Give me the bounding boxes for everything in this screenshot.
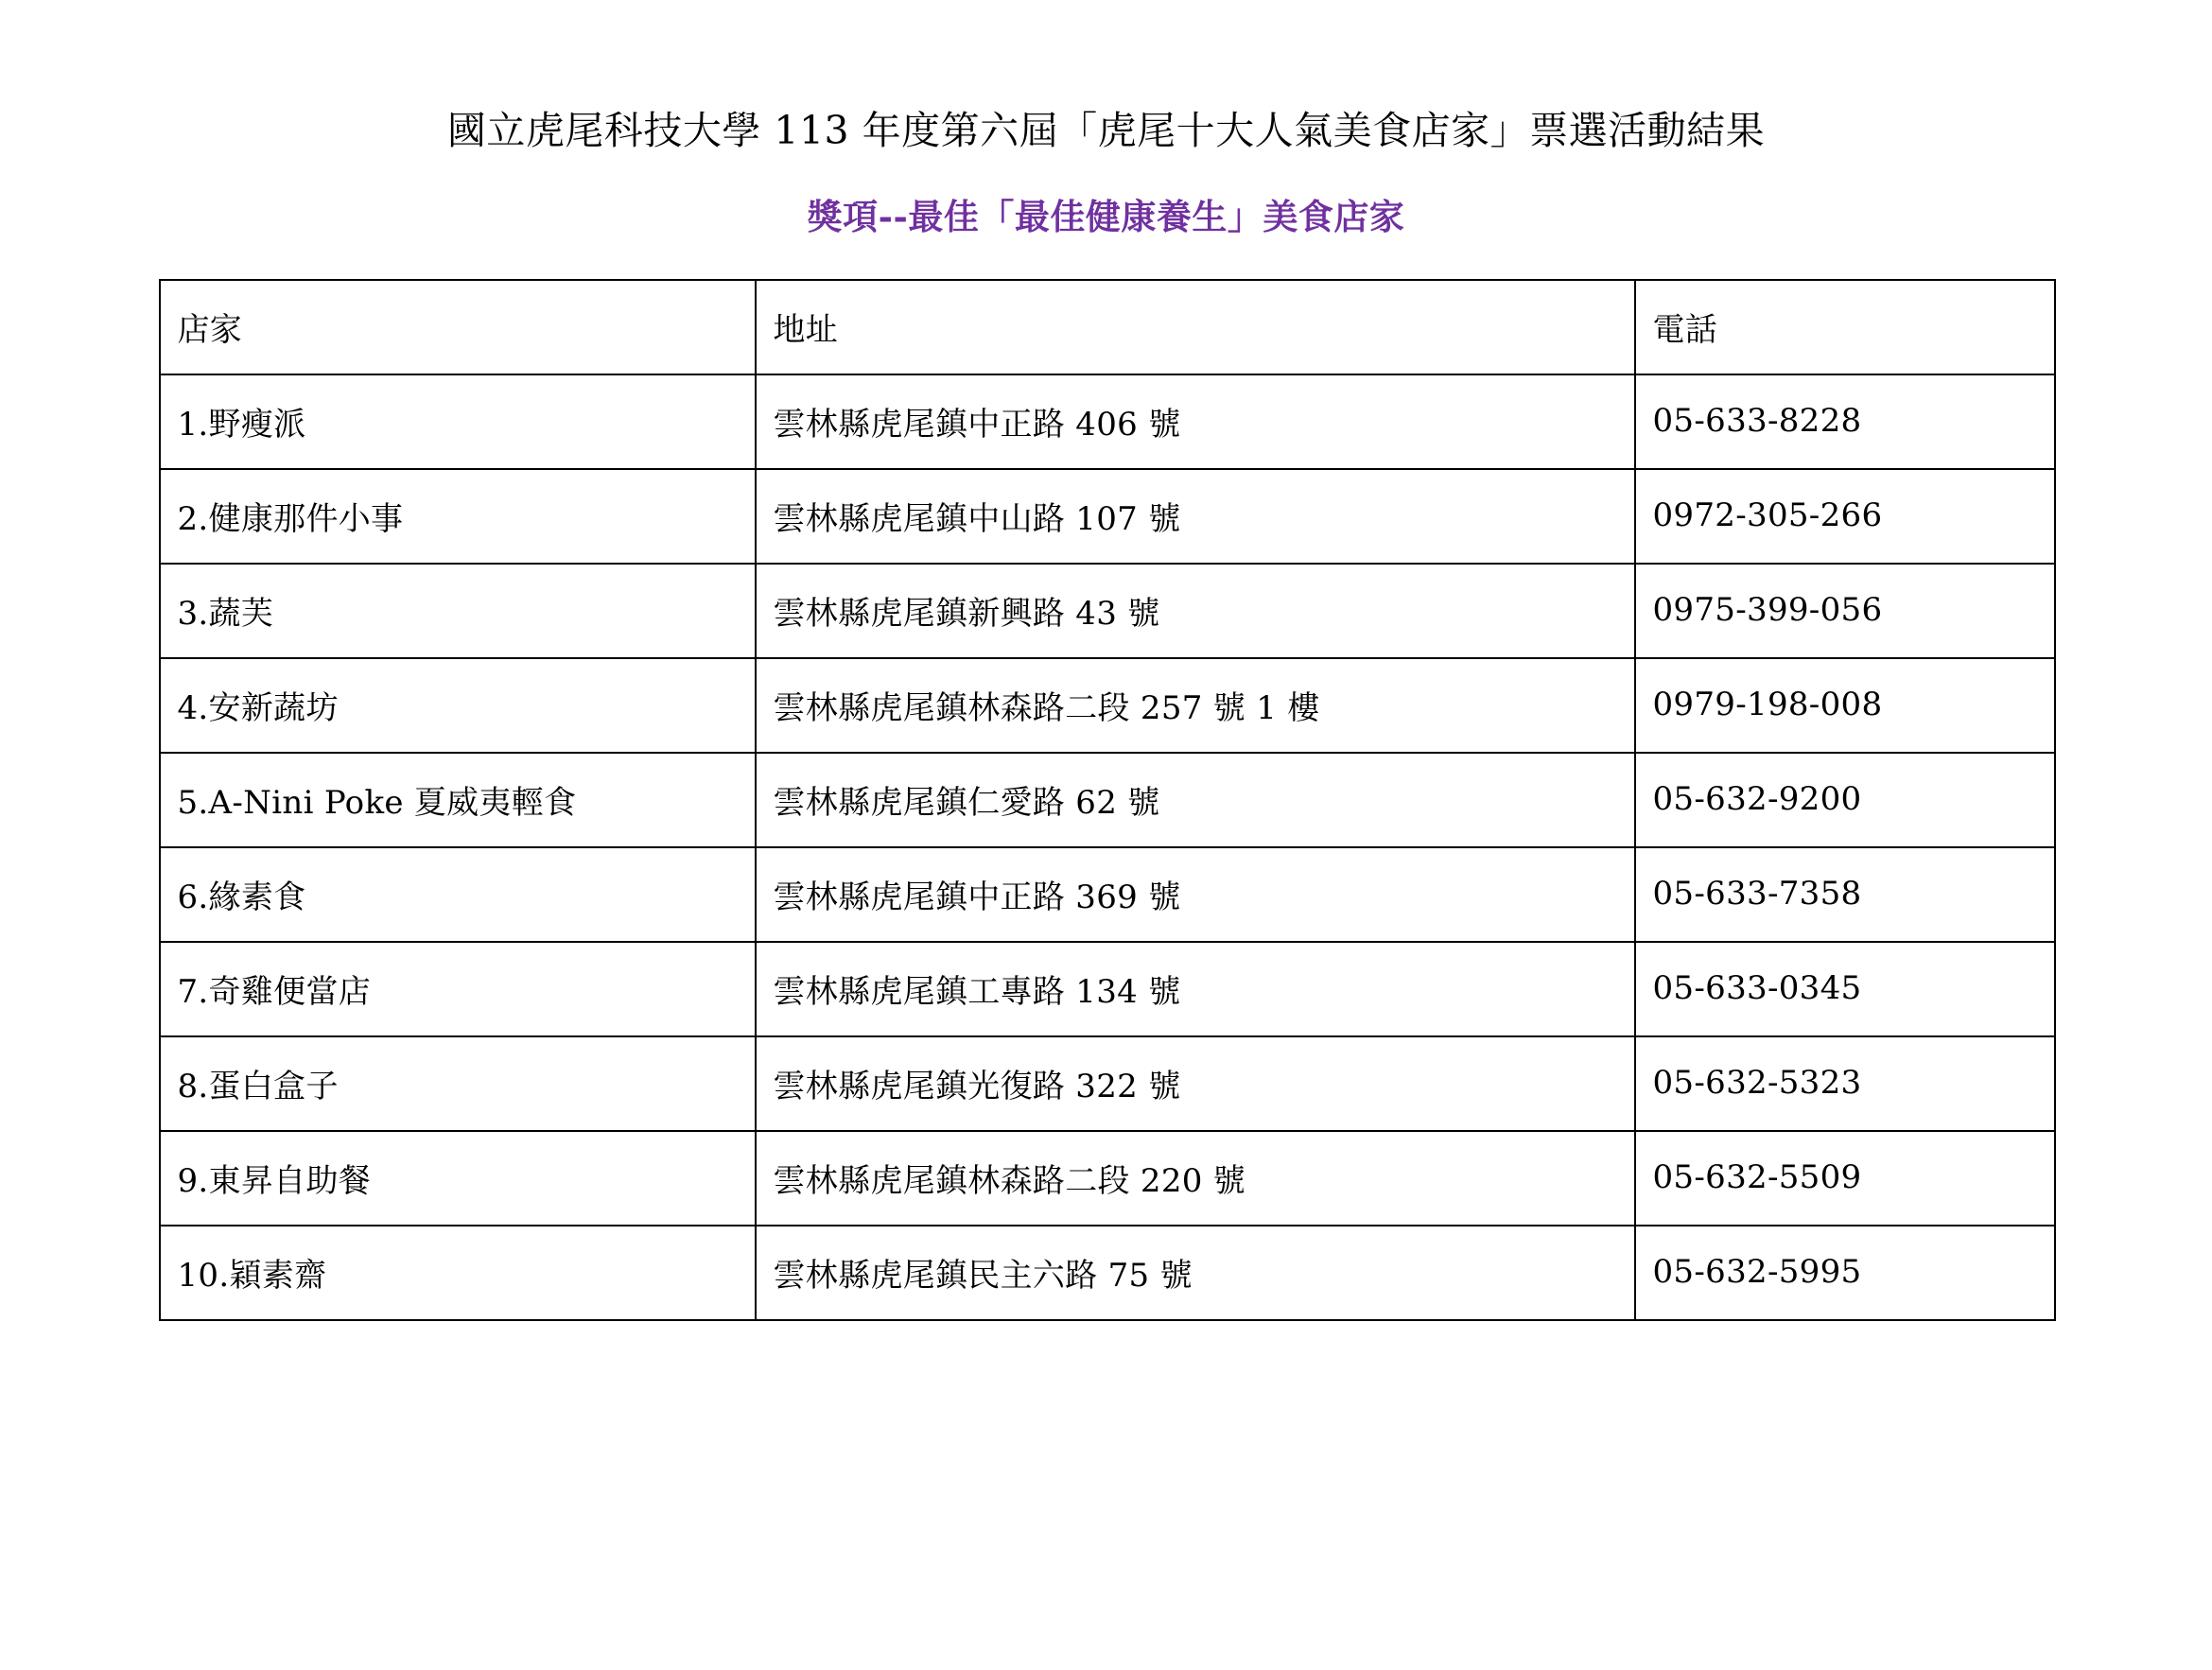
table-row (160, 1131, 2055, 1226)
cell-address: 雲林縣虎尾鎮新興路 43 號 (756, 564, 1635, 658)
results-table-container (159, 279, 2054, 1321)
table-row (160, 753, 2055, 847)
table-row (160, 1226, 2055, 1320)
cell-address: 雲林縣虎尾鎮林森路二段 220 號 (756, 1131, 1635, 1226)
cell-phone: 0972-305-266 (1635, 469, 2055, 564)
table-header-row (160, 280, 2055, 374)
cell-phone: 05-633-7358 (1635, 847, 2055, 942)
table-row (160, 847, 2055, 942)
column-header-address: 地址 (756, 280, 1635, 374)
cell-shop: 3.蔬芙 (160, 564, 756, 658)
results-table-body (160, 280, 2055, 1320)
cell-shop: 2.健康那件小事 (160, 469, 756, 564)
cell-shop: 6.緣素食 (160, 847, 756, 942)
cell-phone: 05-633-0345 (1635, 942, 2055, 1036)
table-row (160, 469, 2055, 564)
cell-shop: 10.穎素齋 (160, 1226, 756, 1320)
cell-address: 雲林縣虎尾鎮工專路 134 號 (756, 942, 1635, 1036)
cell-shop: 1.野瘦派 (160, 374, 756, 469)
table-row (160, 374, 2055, 469)
table-row (160, 564, 2055, 658)
results-table (159, 279, 2056, 1321)
cell-address: 雲林縣虎尾鎮仁愛路 62 號 (756, 753, 1635, 847)
cell-shop: 5.A-Nini Poke 夏威夷輕食 (160, 753, 756, 847)
table-row (160, 1036, 2055, 1131)
cell-phone: 05-633-8228 (1635, 374, 2055, 469)
cell-phone: 05-632-5995 (1635, 1226, 2055, 1320)
cell-address: 雲林縣虎尾鎮光復路 322 號 (756, 1036, 1635, 1131)
cell-address: 雲林縣虎尾鎮中正路 406 號 (756, 374, 1635, 469)
column-header-phone: 電話 (1635, 280, 2055, 374)
cell-phone: 05-632-5323 (1635, 1036, 2055, 1131)
cell-address: 雲林縣虎尾鎮中正路 369 號 (756, 847, 1635, 942)
cell-address: 雲林縣虎尾鎮中山路 107 號 (756, 469, 1635, 564)
cell-phone: 05-632-5509 (1635, 1131, 2055, 1226)
table-row (160, 942, 2055, 1036)
cell-phone: 0979-198-008 (1635, 658, 2055, 753)
cell-address: 雲林縣虎尾鎮民主六路 75 號 (756, 1226, 1635, 1320)
cell-phone: 05-632-9200 (1635, 753, 2055, 847)
column-header-shop: 店家 (160, 280, 756, 374)
document-page (0, 106, 2212, 1670)
cell-shop: 7.奇雞便當店 (160, 942, 756, 1036)
cell-shop: 8.蛋白盒子 (160, 1036, 756, 1131)
award-category-subtitle: 獎項--最佳「最佳健康養生」美食店家 (807, 196, 1405, 238)
page-title: 國立虎尾科技大學 113 年度第六屆「虎尾十大人氣美食店家」票選活動結果 (446, 108, 1766, 153)
table-row (160, 658, 2055, 753)
cell-address: 雲林縣虎尾鎮林森路二段 257 號 1 樓 (756, 658, 1635, 753)
cell-phone: 0975-399-056 (1635, 564, 2055, 658)
cell-shop: 4.安新蔬坊 (160, 658, 756, 753)
cell-shop: 9.東昇自助餐 (160, 1131, 756, 1226)
